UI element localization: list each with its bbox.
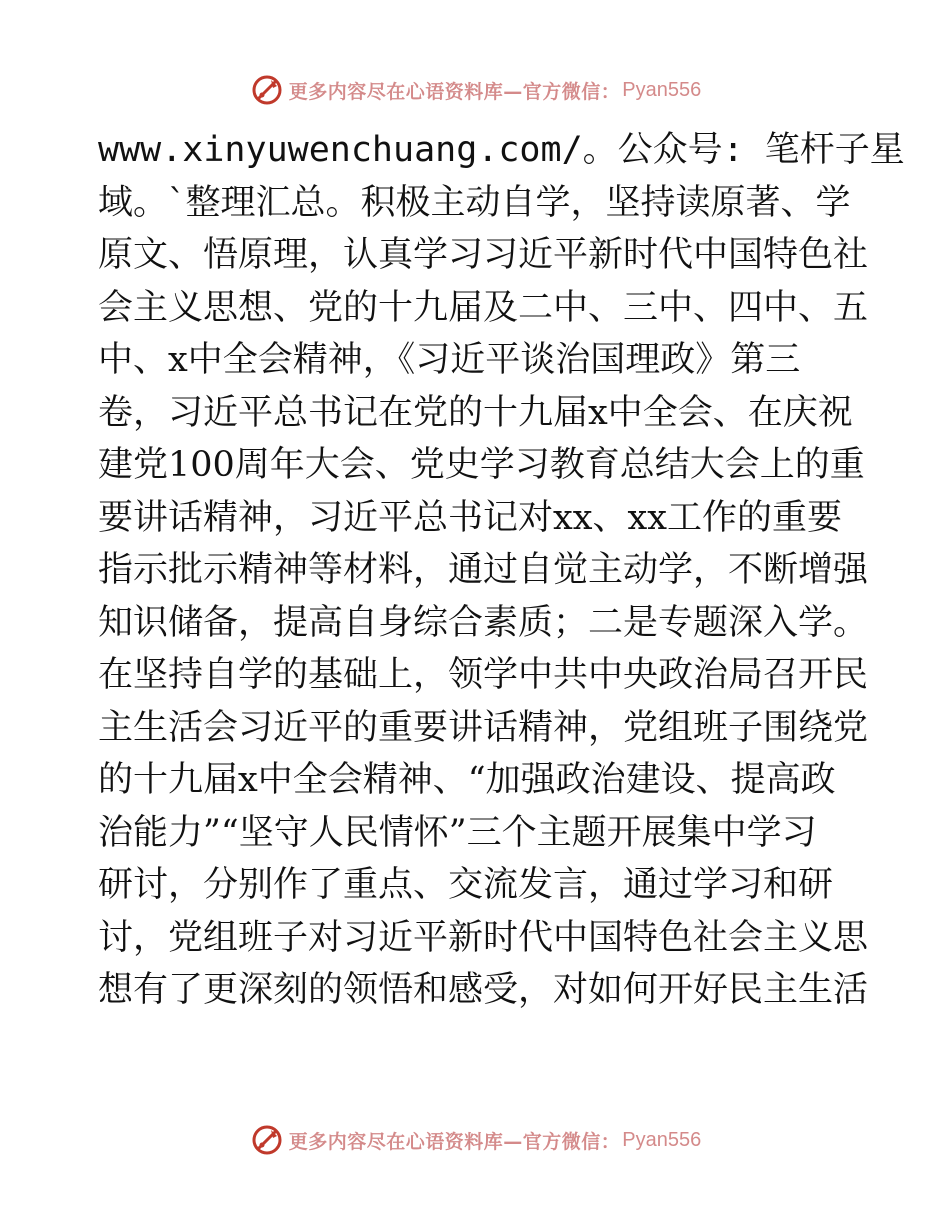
body-line: 会主义思想、党的十九届及二中、三中、四中、五 xyxy=(98,287,869,328)
header-banner-text: 更多内容尽在心语资料库—官方微信： xyxy=(288,80,621,103)
footer-banner-text: 更多内容尽在心语资料库—官方微信： xyxy=(288,1130,621,1153)
body-line: 中、x中全会精神，《习近平谈治国理政》第三 xyxy=(98,340,801,380)
body-line: 的十九届x中全会精神、“加强政治建设、提高政 xyxy=(98,760,836,800)
body-line: 在坚持自学的基础上，领学中共中央政治局召开民 xyxy=(98,655,869,695)
body-line: 卷，习近平总书记在党的十九届x中全会、在庆祝 xyxy=(98,392,853,433)
body-line: 研讨，分别作了重点、交流发言，通过学习和研 xyxy=(98,865,834,905)
body-line: 讨，党组班子对习近平新时代中国特色社会主义思 xyxy=(98,917,869,958)
body-line: 域。`整理汇总。积极主动自学，坚持读原著、学 xyxy=(98,182,851,223)
header-banner-brand: Pyan556 xyxy=(622,78,702,101)
document-body xyxy=(98,124,905,1017)
body-line: 原文、悟原理，认真学习习近平新时代中国特色社 xyxy=(98,235,869,275)
footer-banner xyxy=(0,1120,950,1160)
body-line: www.xinyuwenchuang.com/。公众号: 笔杆子星 xyxy=(98,130,905,170)
body-line: 建党100周年大会、党史学习教育总结大会上的重 xyxy=(98,445,865,485)
body-line: 要讲话精神，习近平总书记对xx、xx工作的重要 xyxy=(98,497,842,538)
footer-banner-brand: Pyan556 xyxy=(622,1128,702,1151)
header-banner xyxy=(0,70,950,110)
body-line: 主生活会习近平的重要讲话精神，党组班子围绕党 xyxy=(98,707,869,748)
brand-logo-icon xyxy=(249,1122,285,1158)
brand-logo-icon xyxy=(249,72,285,108)
body-line: 指示批示精神等材料，通过自觉主动学，不断增强 xyxy=(98,550,869,590)
body-line: 知识储备，提高自身综合素质；二是专题深入学。 xyxy=(98,602,869,643)
body-line: 想有了更深刻的领悟和感受，对如何开好民主生活 xyxy=(98,970,869,1010)
body-line: 治能力”“坚守人民情怀”三个主题开展集中学习 xyxy=(98,812,817,853)
